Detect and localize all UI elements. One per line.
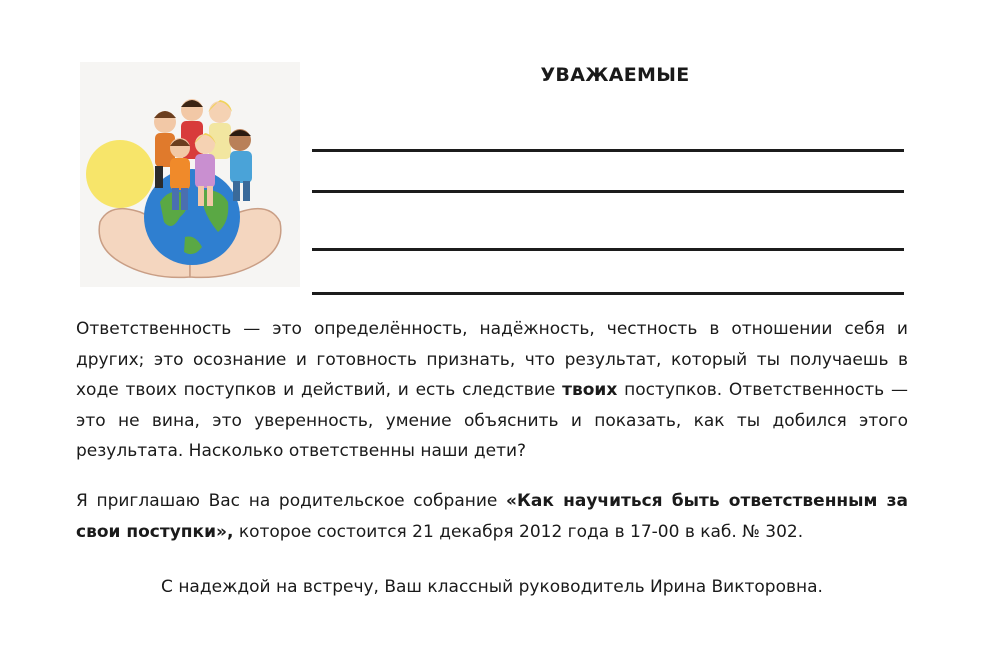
addressee-line-3 [312, 248, 904, 251]
responsibility-paragraph [76, 314, 908, 467]
addressee-line-4 [312, 292, 904, 295]
invitation-paragraph [76, 486, 908, 547]
addressee-heading: УВАЖАЕМЫЕ [540, 64, 690, 86]
paragraph1-part1: Ответственность — это определённость, надёжность, честность в отношении себя и других; это осознание и готовность признать, что результат, который ты получаешь в ходе твоих поступков и действий, и есть следствие [76, 319, 908, 400]
invitation-intro: Я приглашаю Вас на родительское собрание [76, 491, 507, 511]
paragraph1-part2: поступков. Ответственность — это не вина, это уверенность, умение объяснить и показать, как ты добился этого результата. Насколько ответственны наши дети? [76, 380, 908, 461]
meeting-details: которое состоится 21 декабря 2012 года в 17-00 в каб. № 302. [233, 521, 804, 542]
children-on-globe-icon [80, 62, 300, 287]
addressee-line-1 [312, 149, 904, 152]
addressee-line-2 [312, 190, 904, 193]
signature-line: С надеждой на встречу, Ваш классный руководитель Ирина Викторовна. [161, 577, 823, 597]
meeting-topic: «Как научиться быть ответственным за свои поступки», [76, 491, 908, 542]
paragraph1-bold: твоих [562, 380, 618, 400]
children-globe-illustration [80, 62, 300, 287]
